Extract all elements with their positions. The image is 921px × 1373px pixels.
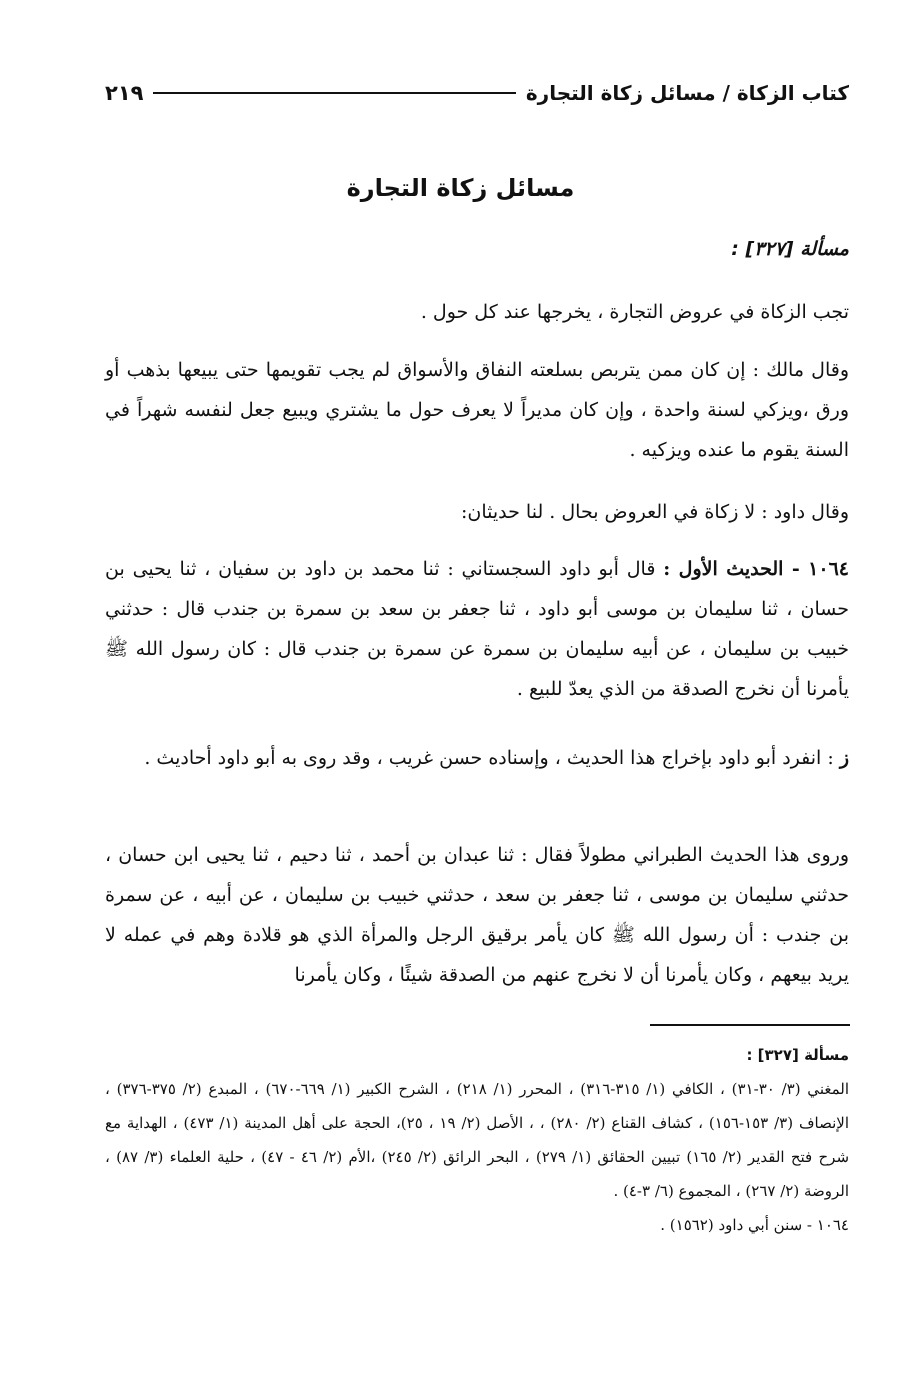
paragraph-tabarani-narration: وروى هذا الحديث الطبراني مطولاً فقال : ثنا عبدان بن أحمد ، ثنا دحيم ، ثنا يحيى ابن حسان ، حدثني سليمان بن موسى ، ثنا جعفر بن سعد ، حدثني خبيب بن سليمان ، عن أبيه ، عن سمرة بن جندب : أن رسول الله ﷺ كان يأمر برقيق الرجل والمرأة الذي هو قلادة وهم في عمله لا يريد بيعهم ، وكان يأمرنا أن لا نخرج عنهم من الصدقة شيئًا ، وكان يأمرنا: [105, 844, 849, 986]
running-header-title: كتاب الزكاة / مسائل زكاة التجارة: [525, 81, 849, 105]
paragraph-ruling: تجب الزكاة في عروض التجارة ، يخرجها عند كل حول .: [420, 301, 849, 323]
footnote-rule: [650, 1024, 850, 1026]
chapter-title: مسائل زكاة التجارة: [346, 174, 575, 202]
commentary-marker: ز: [839, 747, 849, 769]
running-header: [105, 78, 849, 108]
footnotes: [105, 1038, 849, 1242]
footnote-references: المغني (٣/ ٣٠-٣١) ، الكافي (١/ ٣١٥-٣١٦) ، المحرر (١/ ٢١٨) ، الشرح الكبير (١/ ٦٦٩-٦٧٠) ، المبدع (٢/ ٣٧٥-٣٧٦) ، الإنصاف (٣/ ١٥٣-١٥٦) ، كشاف القناع (٢/ ٢٨٠) ، ، الأصل (٢/ ١٩ ، ٢٥)، الحجة على أهل المدينة (١/ ٤٧٣) ، الهداية مع شرح فتح القدير (٢/ ١٦٥) تبيين الحقائق (١/ ٢٧٩) ، البحر الرائق (٢/ ٢٤٥) ،الأم (٢/ ٤٦ - ٤٧) ، حلية العلماء (٣/ ٨٧) ، الروضة (٢/ ٢٦٧) ، المجموع (٦/ ٣-٤) .: [105, 1080, 850, 1200]
paragraph-malik-opinion: وقال مالك : إن كان ممن يتربص بسلعته النفاق والأسواق لم يجب تقويمها حتى يبيعها بذهب أو ورق ،ويزكي لسنة واحدة ، وإن كان مديراً لا يعرف حول ما يشتري ويبيع جعل لنفسه شهراً في السنة يقوم ما عنده ويزكيه .: [105, 359, 849, 461]
issue-heading: مسألة [٣٢٧] :: [731, 238, 849, 260]
footnote-heading: مسألة [٣٢٧] :: [746, 1046, 849, 1064]
footnote-hadith-source: ١٠٦٤ - سنن أبي داود (١٥٦٢) .: [660, 1216, 849, 1234]
hadith-number-label: ١٠٦٤ - الحديث الأول :: [663, 558, 849, 580]
paragraph-dawud-opinion: وقال داود : لا زكاة في العروض بحال . لنا حديثان:: [461, 501, 849, 523]
paragraph-first-hadith: [105, 549, 849, 709]
page-number: ٢١٩: [105, 81, 144, 105]
hadith-text: قال أبو داود السجستاني : ثنا محمد بن داود بن سفيان ، ثنا يحيى بن حسان ، ثنا سليمان بن موسى أبو داود ، ثنا جعفر بن سعد بن سمرة بن جندب قال : حدثني خبيب بن سليمان ، عن أبيه سليمان بن سمرة عن سمرة بن جندب قال : كان رسول الله ﷺ يأمرنا أن نخرج الصدقة من الذي يعدّ للبيع .: [105, 558, 849, 700]
paragraph-commentary: [105, 738, 849, 778]
header-rule: [153, 92, 515, 94]
commentary-text: : انفرد أبو داود بإخراج هذا الحديث ، وإسناده حسن غريب ، وقد روى به أبو داود أحاديث .: [144, 747, 834, 769]
